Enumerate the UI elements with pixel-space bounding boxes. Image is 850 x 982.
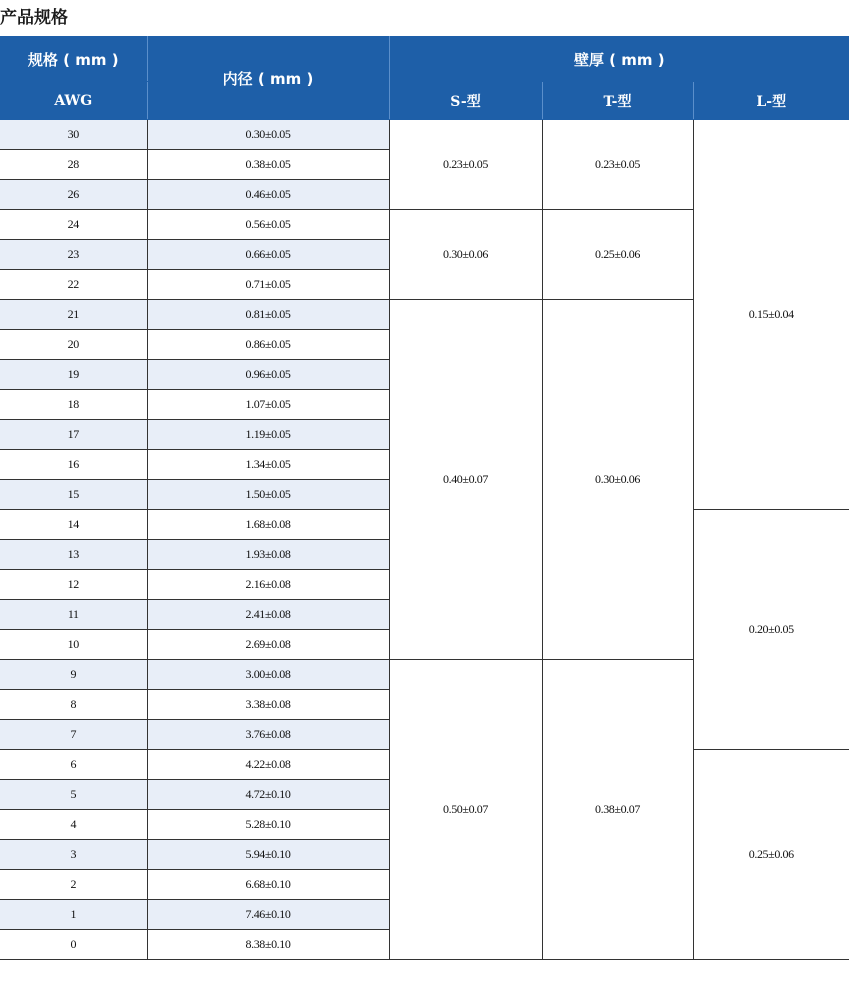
l-type-cell: 0.25±0.06 [693,750,849,960]
awg-cell: 12 [0,570,147,600]
awg-cell: 8 [0,690,147,720]
awg-header: AWG [0,82,147,120]
awg-cell: 6 [0,750,147,780]
l-type-cell: 0.20±0.05 [693,510,849,750]
awg-cell: 4 [0,810,147,840]
awg-cell: 13 [0,540,147,570]
awg-cell: 21 [0,300,147,330]
s-type-cell: 0.23±0.05 [389,120,542,210]
spec-header: 规格 ( mm ) [0,37,147,82]
inner-diameter-cell: 1.07±0.05 [147,390,389,420]
wall-thickness-header: 壁厚 ( mm ) [389,37,849,82]
awg-cell: 28 [0,150,147,180]
t-type-cell: 0.38±0.07 [542,660,693,960]
awg-cell: 30 [0,120,147,150]
awg-cell: 14 [0,510,147,540]
inner-diameter-cell: 0.96±0.05 [147,360,389,390]
inner-diameter-cell: 3.00±0.08 [147,660,389,690]
inner-diameter-cell: 0.66±0.05 [147,240,389,270]
inner-diameter-cell: 3.38±0.08 [147,690,389,720]
awg-cell: 7 [0,720,147,750]
inner-diameter-cell: 5.28±0.10 [147,810,389,840]
awg-cell: 10 [0,630,147,660]
inner-diameter-header: 内径 ( mm ) [147,37,389,120]
awg-cell: 17 [0,420,147,450]
inner-diameter-cell: 1.34±0.05 [147,450,389,480]
awg-cell: 1 [0,900,147,930]
awg-cell: 5 [0,780,147,810]
spec-table [0,36,849,960]
l-type-header: L-型 [693,82,849,120]
inner-diameter-cell: 0.46±0.05 [147,180,389,210]
inner-diameter-cell: 0.86±0.05 [147,330,389,360]
awg-cell: 11 [0,600,147,630]
inner-diameter-cell: 1.93±0.08 [147,540,389,570]
awg-cell: 3 [0,840,147,870]
inner-diameter-cell: 2.69±0.08 [147,630,389,660]
s-type-cell: 0.40±0.07 [389,300,542,660]
inner-diameter-cell: 7.46±0.10 [147,900,389,930]
awg-cell: 18 [0,390,147,420]
awg-cell: 0 [0,930,147,960]
t-type-cell: 0.30±0.06 [542,300,693,660]
awg-cell: 19 [0,360,147,390]
awg-cell: 15 [0,480,147,510]
awg-cell: 22 [0,270,147,300]
t-type-cell: 0.23±0.05 [542,120,693,210]
inner-diameter-cell: 2.41±0.08 [147,600,389,630]
inner-diameter-cell: 4.72±0.10 [147,780,389,810]
s-type-cell: 0.50±0.07 [389,660,542,960]
inner-diameter-cell: 1.19±0.05 [147,420,389,450]
inner-diameter-cell: 0.56±0.05 [147,210,389,240]
inner-diameter-cell: 3.76±0.08 [147,720,389,750]
page-title: 产品规格 [0,8,68,28]
awg-cell: 2 [0,870,147,900]
table-row [0,120,849,150]
inner-diameter-cell: 1.68±0.08 [147,510,389,540]
inner-diameter-cell: 0.38±0.05 [147,150,389,180]
t-type-header: T-型 [542,82,693,120]
inner-diameter-cell: 2.16±0.08 [147,570,389,600]
inner-diameter-cell: 0.30±0.05 [147,120,389,150]
spec-table-body [0,120,849,960]
inner-diameter-cell: 8.38±0.10 [147,930,389,960]
inner-diameter-cell: 0.81±0.05 [147,300,389,330]
l-type-cell: 0.15±0.04 [693,120,849,510]
awg-cell: 20 [0,330,147,360]
awg-cell: 26 [0,180,147,210]
inner-diameter-cell: 1.50±0.05 [147,480,389,510]
awg-cell: 24 [0,210,147,240]
inner-diameter-cell: 4.22±0.08 [147,750,389,780]
awg-cell: 23 [0,240,147,270]
inner-diameter-cell: 0.71±0.05 [147,270,389,300]
inner-diameter-cell: 6.68±0.10 [147,870,389,900]
s-type-header: S-型 [389,82,542,120]
inner-diameter-cell: 5.94±0.10 [147,840,389,870]
awg-cell: 9 [0,660,147,690]
s-type-cell: 0.30±0.06 [389,210,542,300]
t-type-cell: 0.25±0.06 [542,210,693,300]
awg-cell: 16 [0,450,147,480]
